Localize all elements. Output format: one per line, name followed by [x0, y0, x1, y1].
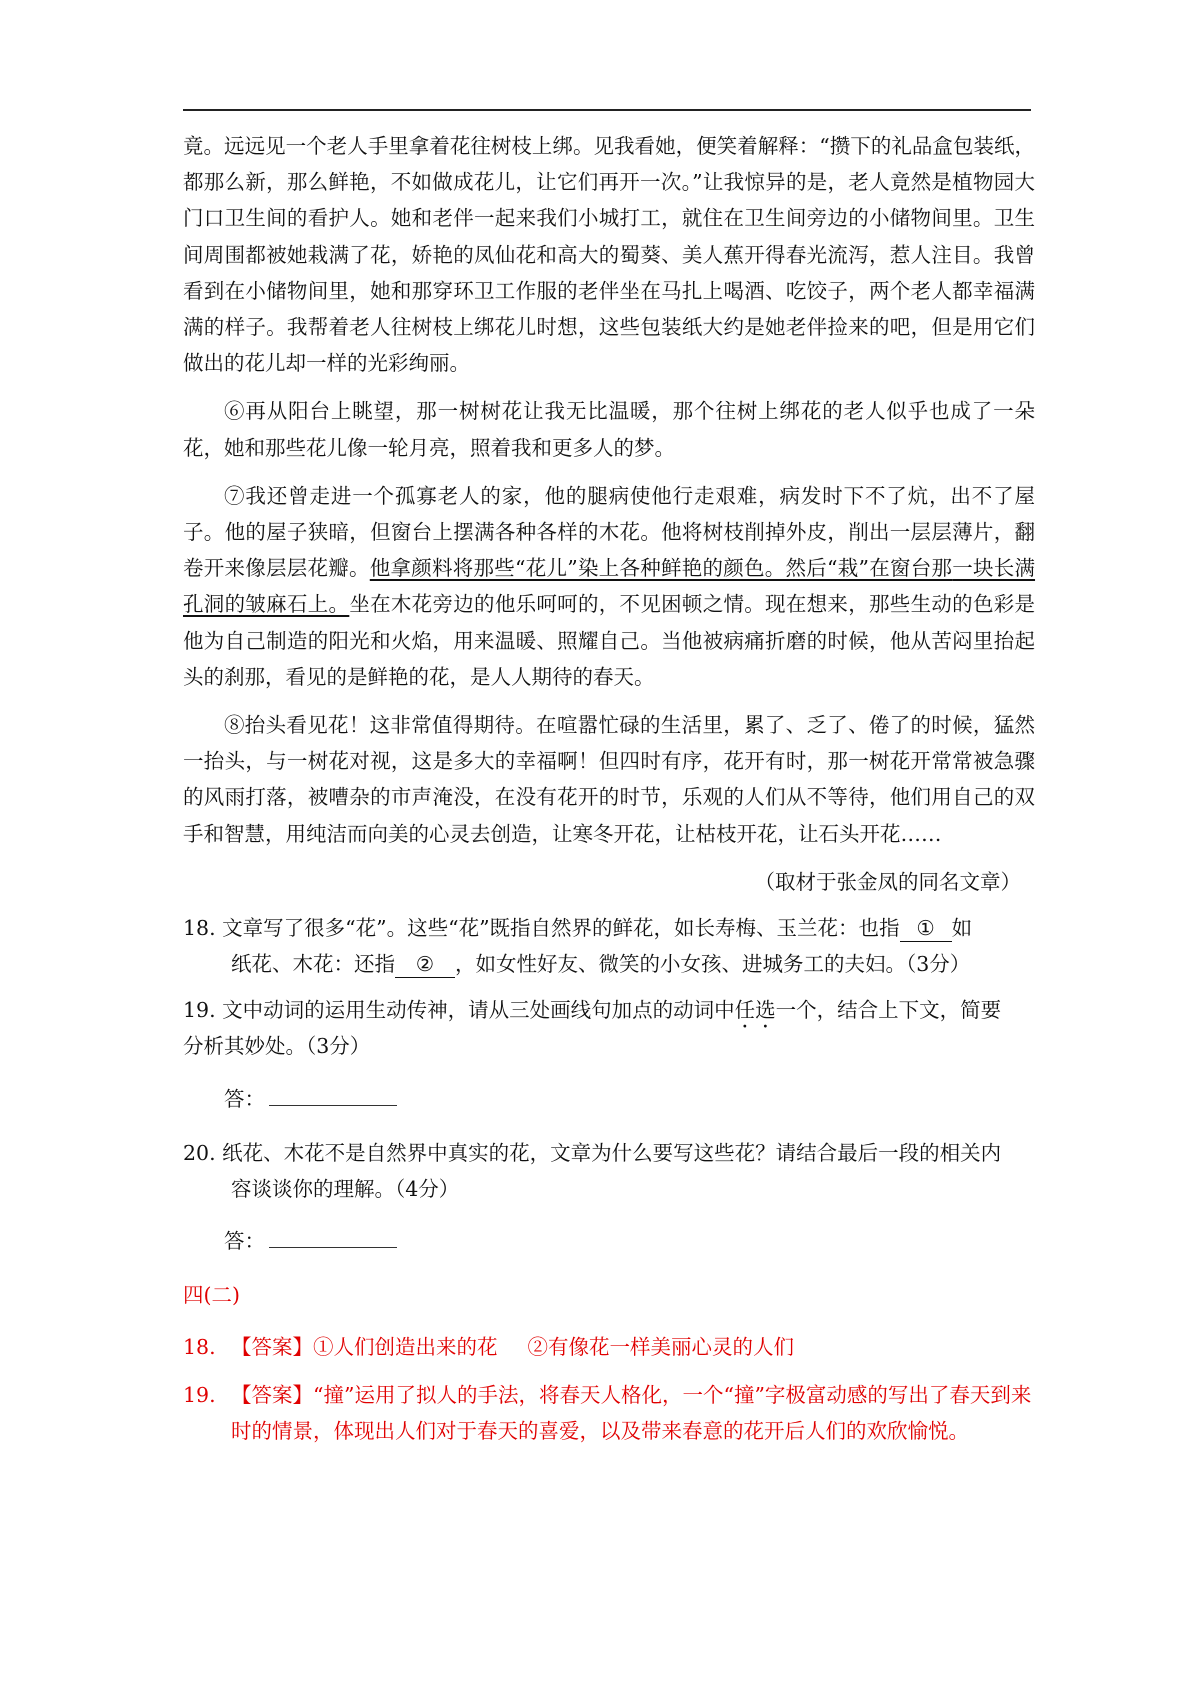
text-line: 坐在木花旁边的他乐呵呵的，不见困顿之情。现在想来，那些生	[349, 592, 932, 617]
text-line: 植物园大门口卫生间的看护人。她和老伴一起来我们小城打工，就住在卫生间旁边的小储物	[183, 170, 1035, 231]
question-number: 19.	[183, 998, 216, 1023]
answer-line-20	[224, 1223, 1035, 1259]
text-line: 从苦闷里抬起头的刹那，看见的是鲜艳的花，是人人期待的春天。	[183, 628, 1035, 689]
document-body	[183, 128, 1035, 1462]
dotted-char: 任	[734, 998, 756, 1023]
answer-text: ①人们创造出来的花	[313, 1335, 498, 1360]
text-line: 己的双手和智慧，用纯洁而向美的心灵去创造，让寒冬开花，让枯枝开花，让石头开花……	[183, 785, 1036, 846]
paragraph-6	[183, 393, 1035, 465]
paragraph-5-continued	[183, 128, 1035, 381]
answer-blank-2[interactable]: ②	[395, 951, 455, 978]
answer-tag: 【答案】	[231, 1383, 313, 1408]
answer-19	[183, 1377, 1035, 1449]
text-line: ⑥再从阳台上眺望，那一树树花让我无比温暖，那个往树上绑花的老人似乎也成了一朵	[224, 399, 1035, 424]
section-heading: 四(二)	[183, 1283, 240, 1308]
question-text: ，如女性好友、微笑的小女孩、进城务工的夫妇。（3分）	[455, 952, 971, 977]
underlined-sentence: 他拿颜料将那些“花儿”染上各种鲜艳的颜色。然后“栽”在窗台那	[369, 556, 953, 581]
question-number: 20.	[183, 1140, 216, 1165]
text-line: 间里。卫生间周围都被她栽满了花，娇艳的凤仙花和高大的蜀葵、美人蕉开得春光流泻，惹	[183, 206, 1036, 267]
answer-text: “撞”运用了拟人的手法，将春天人格化，一个“撞”字极富动感的写出了春	[313, 1383, 970, 1408]
answer-number: 19.	[183, 1383, 216, 1408]
text-line: 急骤的风雨打落，被嘈杂的市声淹没，在没有花开的时节，乐观的人们从不等待，他们用自	[183, 749, 1036, 810]
question-text: 一个，结合上下文，简要	[775, 998, 1002, 1023]
text-line: ⑦我还曾走进一个孤寡老人的家，他的腿病使他行走艰难，病发时下不了炕，出不了屋	[224, 483, 1035, 508]
question-text: 如	[951, 915, 973, 940]
underlined-sentence: 一块长满孔洞的皱麻石上。	[183, 556, 1036, 617]
text-line: 然一抬头，与一树花对视，这是多大的幸福啊！但四时有序，花开有时，那一树花开常常被	[183, 713, 1035, 774]
text-line: ⑧抬头看见花！这非常值得期待。在喧嚣忙碌的生活里，累了、乏了、倦了的时候，猛	[224, 713, 1015, 738]
answer-text: 天到来时的情景，体现出人们对于春天的喜爱，以及带来春意的花开后人们的欢欣愉悦。	[231, 1383, 1032, 1444]
text-line: 翻卷开来像层层花瓣。	[183, 520, 1035, 581]
question-text: 容谈谈你的理解。（4分）	[231, 1176, 460, 1201]
text-line: 竟。远远见一个老人手里拿着花往树枝上绑。见我看她，便笑着解释：“攒下的礼品盒包装	[183, 134, 994, 158]
question-text: 文中动词的运用生动传神，请从三处画线句加点的动词中	[222, 998, 735, 1023]
answer-tag: 【答案】	[231, 1335, 313, 1360]
answer-blank-1[interactable]: ①	[900, 915, 952, 942]
answer-label: 答：	[224, 1229, 265, 1254]
paragraph-8	[183, 707, 1035, 852]
text-line: 子。他的屋子狭暗，但窗台上摆满各种各样的木花。他将树枝削掉外皮，削出一层层薄片，	[183, 520, 1015, 545]
answer-line-19	[224, 1081, 1035, 1117]
question-text: 纸花、木花不是自然界中真实的花，文章为什么要写这些花？请结合最后一段的相关内	[222, 1140, 1002, 1165]
header-rule	[183, 109, 1031, 111]
answer-text: ②有像花一样美丽心灵的人们	[527, 1335, 794, 1360]
question-text: 文章写了很多“花”。这些“花”既指自然界的鲜花，如长寿梅、玉兰花：也指	[222, 915, 900, 940]
question-text: 分析其妙处。（3分）	[183, 1034, 371, 1059]
text-line: 纸，都那么新，那么鲜艳，不如做成花儿，让它们再开一次。”让我惊异的是，老人竟然是	[183, 134, 1035, 195]
text-line: 个老人都幸福满满的样子。我帮着老人往树枝上绑花儿时想，这些包装纸大约是她老伴捡来	[183, 278, 1036, 340]
answer-label: 答：	[224, 1086, 265, 1111]
question-20	[183, 1135, 1035, 1207]
text-line: 人注目。我曾看到在小储物间里，她和那穿环卫工作服的老伴坐在马扎上喝酒、吃饺子，两	[183, 242, 1035, 303]
question-number: 18.	[183, 915, 216, 940]
answer-18	[183, 1329, 1035, 1365]
dotted-char: 选	[755, 998, 776, 1023]
answer-input-19[interactable]	[269, 1105, 397, 1106]
source-attribution: （取材于张金凤的同名文章）	[754, 869, 1021, 894]
answer-number: 18.	[183, 1335, 216, 1360]
text-line: 的吧，但是用它们做出的花儿却一样的光彩绚丽。	[183, 315, 1036, 376]
text-line: 动的色彩是他为自己制造的阳光和火焰，用来温暖、照耀自己。当他被病痛折磨的时候，他	[183, 592, 1036, 653]
question-19	[183, 992, 1035, 1064]
text-line: 花，她和那些花儿像一轮月亮，照着我和更多人的梦。	[183, 435, 675, 460]
question-18	[183, 910, 1035, 982]
answer-input-20[interactable]	[269, 1247, 397, 1248]
question-text: 纸花、木花：还指	[231, 952, 395, 977]
paragraph-7	[183, 478, 1035, 695]
